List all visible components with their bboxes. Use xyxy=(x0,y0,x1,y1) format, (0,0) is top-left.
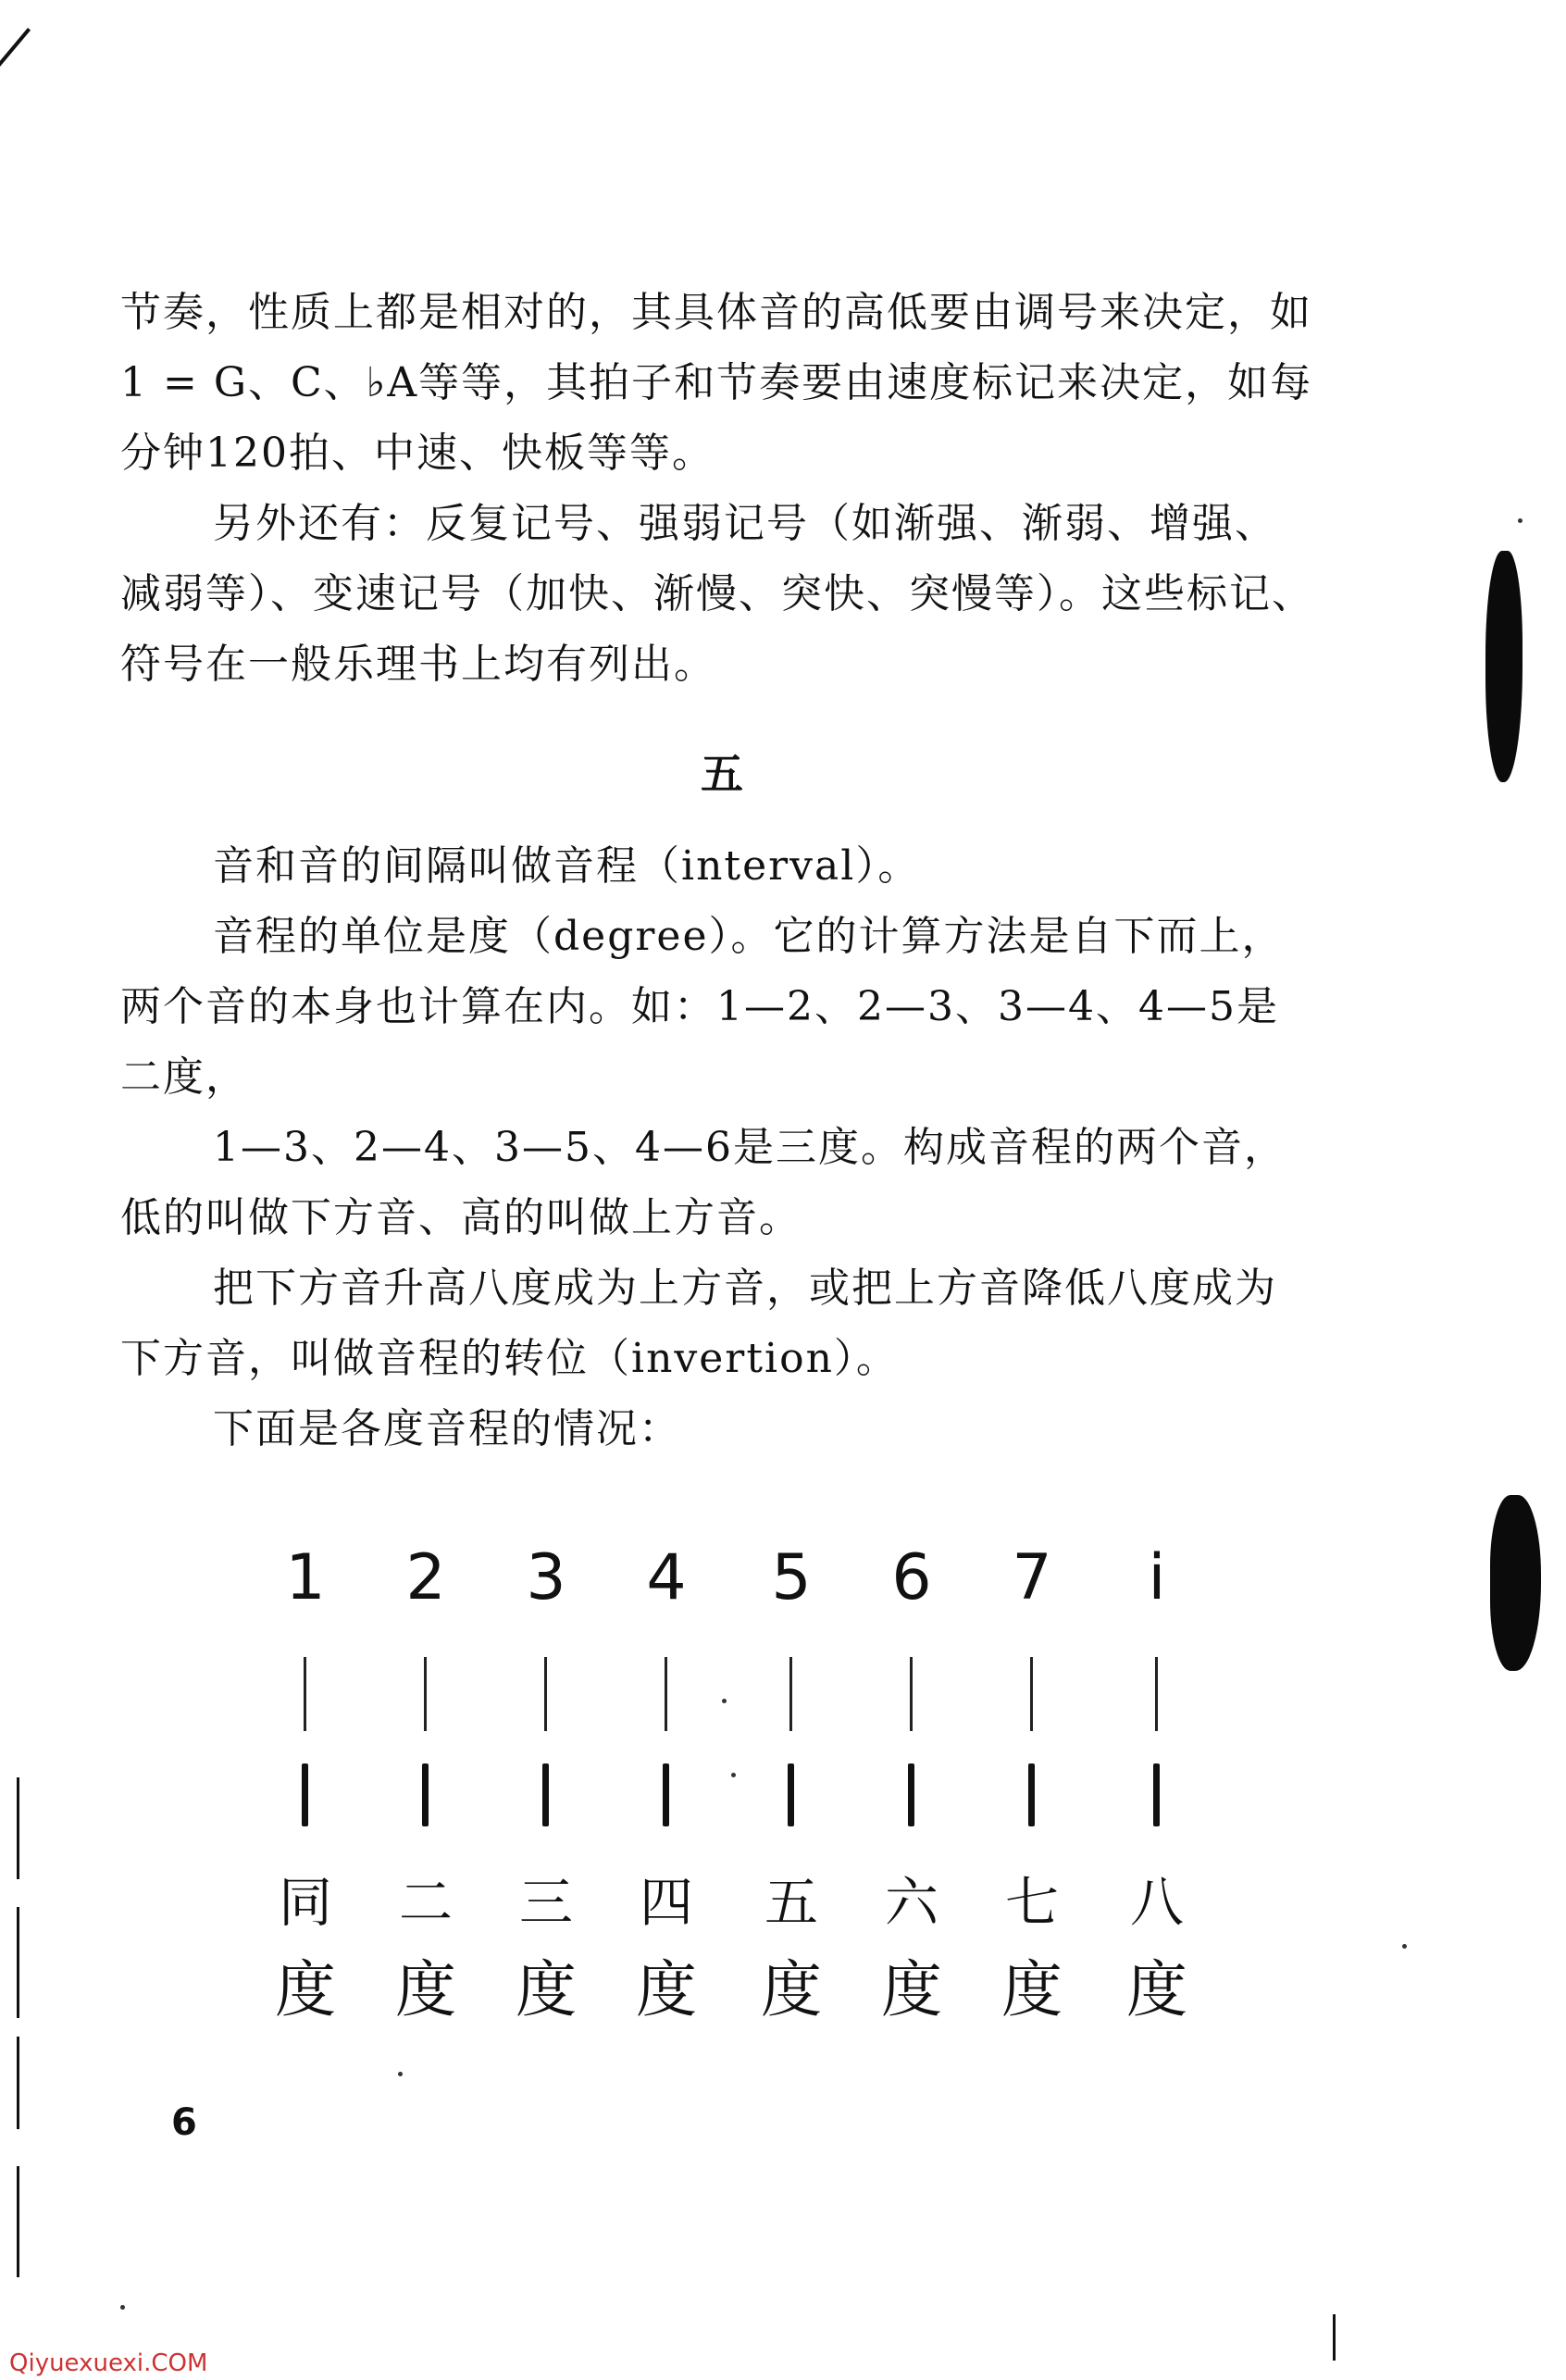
interval-note: 7 xyxy=(1012,1541,1052,1614)
scan-speck xyxy=(398,2072,403,2076)
scan-mark xyxy=(17,2166,19,2277)
interval-note: 2 xyxy=(405,1541,446,1614)
section-title: 五 xyxy=(701,749,743,799)
interval-stem-thick xyxy=(302,1763,308,1826)
interval-stem-thick xyxy=(788,1763,794,1826)
interval-stem-thick xyxy=(908,1763,914,1826)
paragraph-4: 音程的单位是度（degree）。它的计算方法是自下而上，两个音的本身也计算在内。如：1—2、2—3、3—4、4—5是二度， xyxy=(120,913,1285,1101)
scan-speck xyxy=(120,2305,125,2310)
interval-label-ordinal: 六 xyxy=(884,1871,938,1934)
interval-stem-thick xyxy=(422,1763,429,1826)
paragraph-7: 下面是各度音程的情况： xyxy=(213,1405,681,1452)
paragraph-2: 另外还有：反复记号、强弱记号（如渐强、渐弱、增强、减弱等）、变速记号（加快、渐慢、突快、突慢等）。这些标记、符号在一般乐理书上均有列出。 xyxy=(120,500,1314,688)
scan-blot xyxy=(1490,1495,1541,1671)
interval-stem-thick xyxy=(1028,1763,1035,1826)
interval-label-ordinal: 八 xyxy=(1129,1871,1184,1934)
interval-stem-thick xyxy=(542,1763,549,1826)
paragraph-1: 节奏，性质上都是相对的，其具体音的高低要由调号来决定，如 1 = G、C、♭A等等，其拍子和节奏要由速度标记来决定，如每分钟120拍、中速、快板等等。 xyxy=(120,289,1313,477)
interval-label-ordinal: 四 xyxy=(639,1871,693,1934)
interval-note: 3 xyxy=(526,1541,566,1614)
interval-stem-thick xyxy=(1153,1763,1160,1826)
interval-label-ordinal: 五 xyxy=(764,1871,818,1934)
scan-speck xyxy=(722,1699,727,1703)
paragraph-3: 音和音的间隔叫做音程（interval）。 xyxy=(213,842,921,890)
interval-label-degree: 度 xyxy=(761,1954,822,2025)
interval-stem-thin xyxy=(304,1657,306,1731)
interval-stem-thin xyxy=(665,1657,667,1731)
interval-note: 6 xyxy=(891,1541,932,1614)
interval-label-ordinal: 三 xyxy=(518,1871,573,1934)
interval-note: i xyxy=(1148,1541,1166,1614)
interval-stem-thin xyxy=(1155,1657,1158,1731)
scan-mark xyxy=(17,1777,19,1879)
paragraph-6: 把下方音升高八度成为上方音，或把上方音降低八度成为下方音，叫做音程的转位（invertion）。 xyxy=(120,1265,1277,1382)
interval-stem-thick xyxy=(663,1763,669,1826)
interval-label-ordinal: 二 xyxy=(398,1871,453,1934)
interval-label-degree: 度 xyxy=(1126,1954,1187,2025)
interval-label-degree: 度 xyxy=(881,1954,942,2025)
interval-stem-thin xyxy=(789,1657,792,1731)
scan-speck xyxy=(1518,518,1522,523)
interval-label-degree: 度 xyxy=(516,1954,577,2025)
scan-speck xyxy=(1402,1944,1407,1949)
interval-stem-thin xyxy=(424,1657,427,1731)
interval-stem-thin xyxy=(544,1657,547,1731)
interval-note: 4 xyxy=(646,1541,687,1614)
scan-blot xyxy=(1485,551,1522,782)
interval-note: 5 xyxy=(771,1541,812,1614)
interval-label-ordinal: 同 xyxy=(278,1871,332,1934)
interval-label-ordinal: 七 xyxy=(1004,1871,1059,1934)
interval-note: 1 xyxy=(285,1541,326,1614)
interval-label-degree: 度 xyxy=(395,1954,456,2025)
interval-label-degree: 度 xyxy=(1001,1954,1063,2025)
scan-speck xyxy=(731,1773,736,1777)
scan-mark xyxy=(17,1907,19,2018)
scan-mark xyxy=(17,2037,19,2129)
interval-stem-thin xyxy=(1030,1657,1033,1731)
scan-mark xyxy=(1333,2314,1336,2361)
paragraph-5: 1—3、2—4、3—5、4—6是三度。构成音程的两个音，低的叫做下方音、高的叫做上方音。 xyxy=(120,1124,1286,1241)
interval-stem-thin xyxy=(910,1657,913,1731)
watermark: Qiyuexuexi.COM xyxy=(9,2349,208,2377)
interval-label-degree: 度 xyxy=(636,1954,697,2025)
interval-label-degree: 度 xyxy=(275,1954,336,2025)
page-number: 6 xyxy=(171,2101,197,2144)
